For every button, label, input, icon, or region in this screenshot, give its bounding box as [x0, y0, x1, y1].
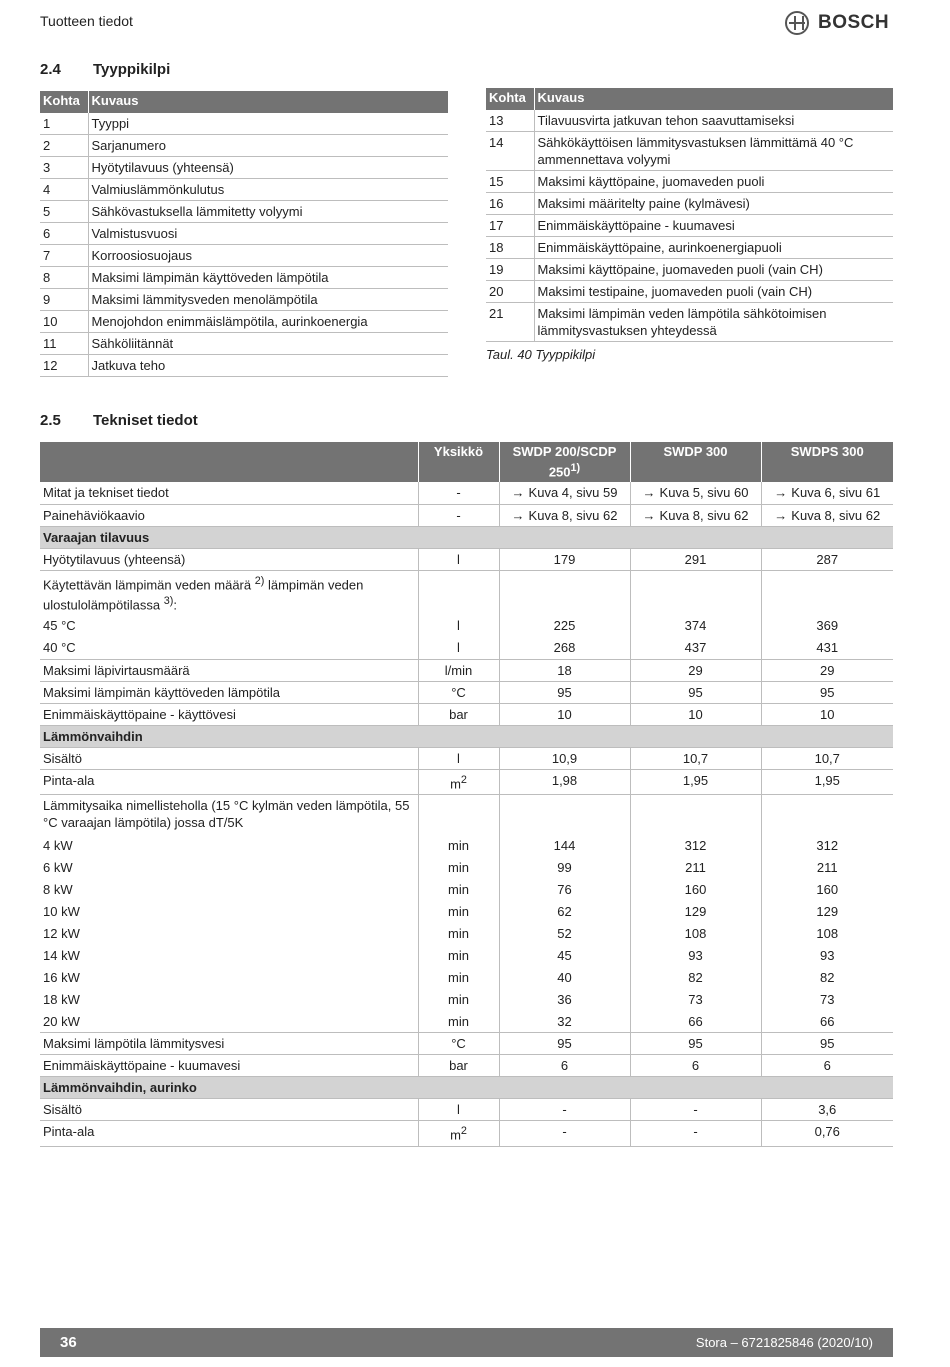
item-description: Menojohdon enimmäislämpötila, aurinkoenergia: [88, 311, 448, 333]
table-row: [40, 245, 448, 267]
table-row: Mitat ja tekniset tiedot - → Kuva 4, sivu 59 → Kuva 5, sivu 60 → Kuva 6, sivu 61: [40, 482, 893, 504]
item-description: Maksimi lämpimän veden lämpötila sähkötoimisen lämmitysvastuksen yhteydessä: [534, 303, 893, 342]
arrow-right-icon: →: [774, 507, 788, 523]
figure-reference-link[interactable]: → Kuva 4, sivu 59: [499, 482, 630, 504]
item-number: 12: [40, 355, 88, 377]
table-row: [40, 333, 448, 355]
table-row: Maksimi lämpimän käyttöveden lämpötila °C 95 95 95: [40, 681, 893, 703]
brand-name: BOSCH: [818, 12, 890, 33]
item-number: 21: [486, 303, 534, 342]
table-row: [486, 171, 893, 193]
table-row: [486, 303, 893, 342]
item-description: Valmiuslämmönkulutus: [88, 179, 448, 201]
item-description: Sarjanumero: [88, 135, 448, 157]
table-row: Maksimi lämpötila lämmitysvesi °C 95 95 95: [40, 1033, 893, 1055]
page-footer: [40, 1328, 893, 1357]
table-row: [486, 237, 893, 259]
table-header-row: [40, 442, 893, 482]
item-description: Maksimi lämmitysveden menolämpötila: [88, 289, 448, 311]
group-row: Lämmönvaihdin, aurinko: [40, 1077, 893, 1099]
table-row: [486, 281, 893, 303]
item-description: Maksimi lämpimän käyttöveden lämpötila: [88, 267, 448, 289]
table-row: Enimmäiskäyttöpaine - kuumavesi bar 6 6 6: [40, 1055, 893, 1077]
table-row: 4 kW min 144 312 312: [40, 835, 893, 857]
table-row: [40, 311, 448, 333]
item-description: Sähkövastuksella lämmitetty volyymi: [88, 201, 448, 223]
item-number: 17: [486, 215, 534, 237]
item-number: 7: [40, 245, 88, 267]
table-row: Sisältö l - - 3,6: [40, 1099, 893, 1121]
item-description: Valmistusvuosi: [88, 223, 448, 245]
item-number: 6: [40, 223, 88, 245]
table-row: [40, 113, 448, 135]
col-header-kohta: Kohta: [486, 88, 534, 110]
col-header-label: [40, 442, 418, 482]
col-header-kuvaus: Kuvaus: [88, 91, 448, 113]
table-row: 14 kW min 45 93 93: [40, 945, 893, 967]
group-row: Varaajan tilavuus: [40, 526, 893, 548]
table-row: 8 kW min 76 160 160: [40, 879, 893, 901]
table-row: [40, 267, 448, 289]
table-row: Sisältö l 10,9 10,7 10,7: [40, 747, 893, 769]
figure-reference-link[interactable]: → Kuva 5, sivu 60: [630, 482, 761, 504]
item-description: Enimmäiskäyttöpaine - kuumavesi: [534, 215, 893, 237]
item-number: 20: [486, 281, 534, 303]
item-number: 11: [40, 333, 88, 355]
item-number: 3: [40, 157, 88, 179]
item-description: Sähköliitännät: [88, 333, 448, 355]
arrow-right-icon: →: [642, 485, 656, 501]
item-description: Maksimi testipaine, juomaveden puoli (vain CH): [534, 281, 893, 303]
item-number: 9: [40, 289, 88, 311]
table-caption: Taul. 40 Tyyppikilpi: [486, 347, 596, 362]
item-description: Maksimi käyttöpaine, juomaveden puoli: [534, 171, 893, 193]
table-row: 20 kW min 32 66 66: [40, 1011, 893, 1033]
arrow-right-icon: →: [642, 507, 656, 523]
item-number: 8: [40, 267, 88, 289]
item-description: Hyötytilavuus (yhteensä): [88, 157, 448, 179]
item-number: 19: [486, 259, 534, 281]
bosch-armature-icon: [785, 11, 809, 35]
table-row: [40, 201, 448, 223]
item-number: 16: [486, 193, 534, 215]
col-header-kuvaus: Kuvaus: [534, 88, 893, 110]
item-number: 5: [40, 201, 88, 223]
table-header-row: [40, 91, 448, 113]
item-number: 14: [486, 132, 534, 171]
table-row: Pinta-ala $m^2$ - - 0,76: [40, 1121, 893, 1146]
col-header-swdp300: SWDP 300: [630, 442, 761, 482]
type-plate-table-right: [486, 88, 893, 342]
table-row: 18 kW min 36 73 73: [40, 989, 893, 1011]
technical-data-table: [40, 442, 893, 1147]
table-row: 40 °C l 268 437 431: [40, 637, 893, 659]
table-row: [40, 289, 448, 311]
table-row: Maksimi läpivirtausmäärä l/min 18 29 29: [40, 659, 893, 681]
item-number: 18: [486, 237, 534, 259]
table-row: [40, 223, 448, 245]
col-header-swdp200: SWDP 200/SCDP 250$^{1)}$: [499, 442, 630, 482]
table-row: Painehäviökaavio - → Kuva 8, sivu 62 → Kuva 8, sivu 62 → Kuva 8, sivu 62: [40, 504, 893, 526]
col-header-kohta: Kohta: [40, 91, 88, 113]
table-header-row: [486, 88, 893, 110]
item-description: Korroosiosuojaus: [88, 245, 448, 267]
item-description: Maksimi käyttöpaine, juomaveden puoli (vain CH): [534, 259, 893, 281]
page-number: 36: [60, 1334, 77, 1351]
table-row: 16 kW min 40 82 82: [40, 967, 893, 989]
item-number: 10: [40, 311, 88, 333]
table-row: [40, 179, 448, 201]
item-description: Maksimi määritelty paine (kylmävesi): [534, 193, 893, 215]
group-row: Lämmönvaihdin: [40, 725, 893, 747]
item-number: 15: [486, 171, 534, 193]
item-number: 13: [486, 110, 534, 132]
table-row: [486, 110, 893, 132]
item-description: Tyyppi: [88, 113, 448, 135]
figure-reference-link[interactable]: → Kuva 8, sivu 62: [499, 504, 630, 526]
figure-reference-link[interactable]: → Kuva 6, sivu 61: [761, 482, 893, 504]
table-row: Enimmäiskäyttöpaine - käyttövesi bar 10 10 10: [40, 703, 893, 725]
table-row: [40, 135, 448, 157]
col-header-unit: Yksikkö: [418, 442, 499, 482]
item-description: Enimmäiskäyttöpaine, aurinkoenergiapuoli: [534, 237, 893, 259]
section-heading-2-5: 2.5 Tekniset tiedot: [40, 412, 198, 429]
table-row: Käytettävän lämpimän veden määrä $^{2)}$ lämpimän veden ulostulolämpötilassa $^{3)}$:: [40, 570, 893, 615]
item-number: 1: [40, 113, 88, 135]
table-row: [486, 259, 893, 281]
document-id: Stora – 6721825846 (2020/10): [695, 1335, 873, 1350]
table-row: 6 kW min 99 211 211: [40, 857, 893, 879]
table-row: Hyötytilavuus (yhteensä) l 179 291 287: [40, 548, 893, 570]
brand-logo: [785, 11, 889, 35]
table-row: [486, 215, 893, 237]
col-header-swdps300: SWDPS 300: [761, 442, 893, 482]
table-row: Pinta-ala $m^2$ 1,98 1,95 1,95: [40, 769, 893, 794]
running-header: Tuotteen tiedot: [40, 13, 133, 29]
item-number: 4: [40, 179, 88, 201]
table-row: 12 kW min 52 108 108: [40, 923, 893, 945]
table-row: Lämmitysaika nimellisteholla (15 °C kylmän veden lämpötila, 55 °C varaajan lämpötila) jossa dT/5K: [40, 795, 893, 835]
table-row: [40, 157, 448, 179]
arrow-right-icon: →: [774, 485, 788, 501]
table-row: 10 kW min 62 129 129: [40, 901, 893, 923]
arrow-right-icon: →: [511, 507, 525, 523]
table-row: [486, 193, 893, 215]
figure-reference-link[interactable]: → Kuva 8, sivu 62: [630, 504, 761, 526]
table-row: [40, 355, 448, 377]
table-row: 45 °C l 225 374 369: [40, 615, 893, 637]
item-number: 2: [40, 135, 88, 157]
type-plate-table-left: [40, 91, 448, 377]
figure-reference-link[interactable]: → Kuva 8, sivu 62: [761, 504, 893, 526]
item-description: Tilavuusvirta jatkuvan tehon saavuttamiseksi: [534, 110, 893, 132]
table-row: [486, 132, 893, 171]
item-description: Jatkuva teho: [88, 355, 448, 377]
item-description: Sähkökäyttöisen lämmitysvastuksen lämmittämä 40 °C ammennettava volyymi: [534, 132, 893, 171]
section-heading-2-4: 2.4 Tyyppikilpi: [40, 61, 171, 78]
arrow-right-icon: →: [511, 485, 525, 501]
